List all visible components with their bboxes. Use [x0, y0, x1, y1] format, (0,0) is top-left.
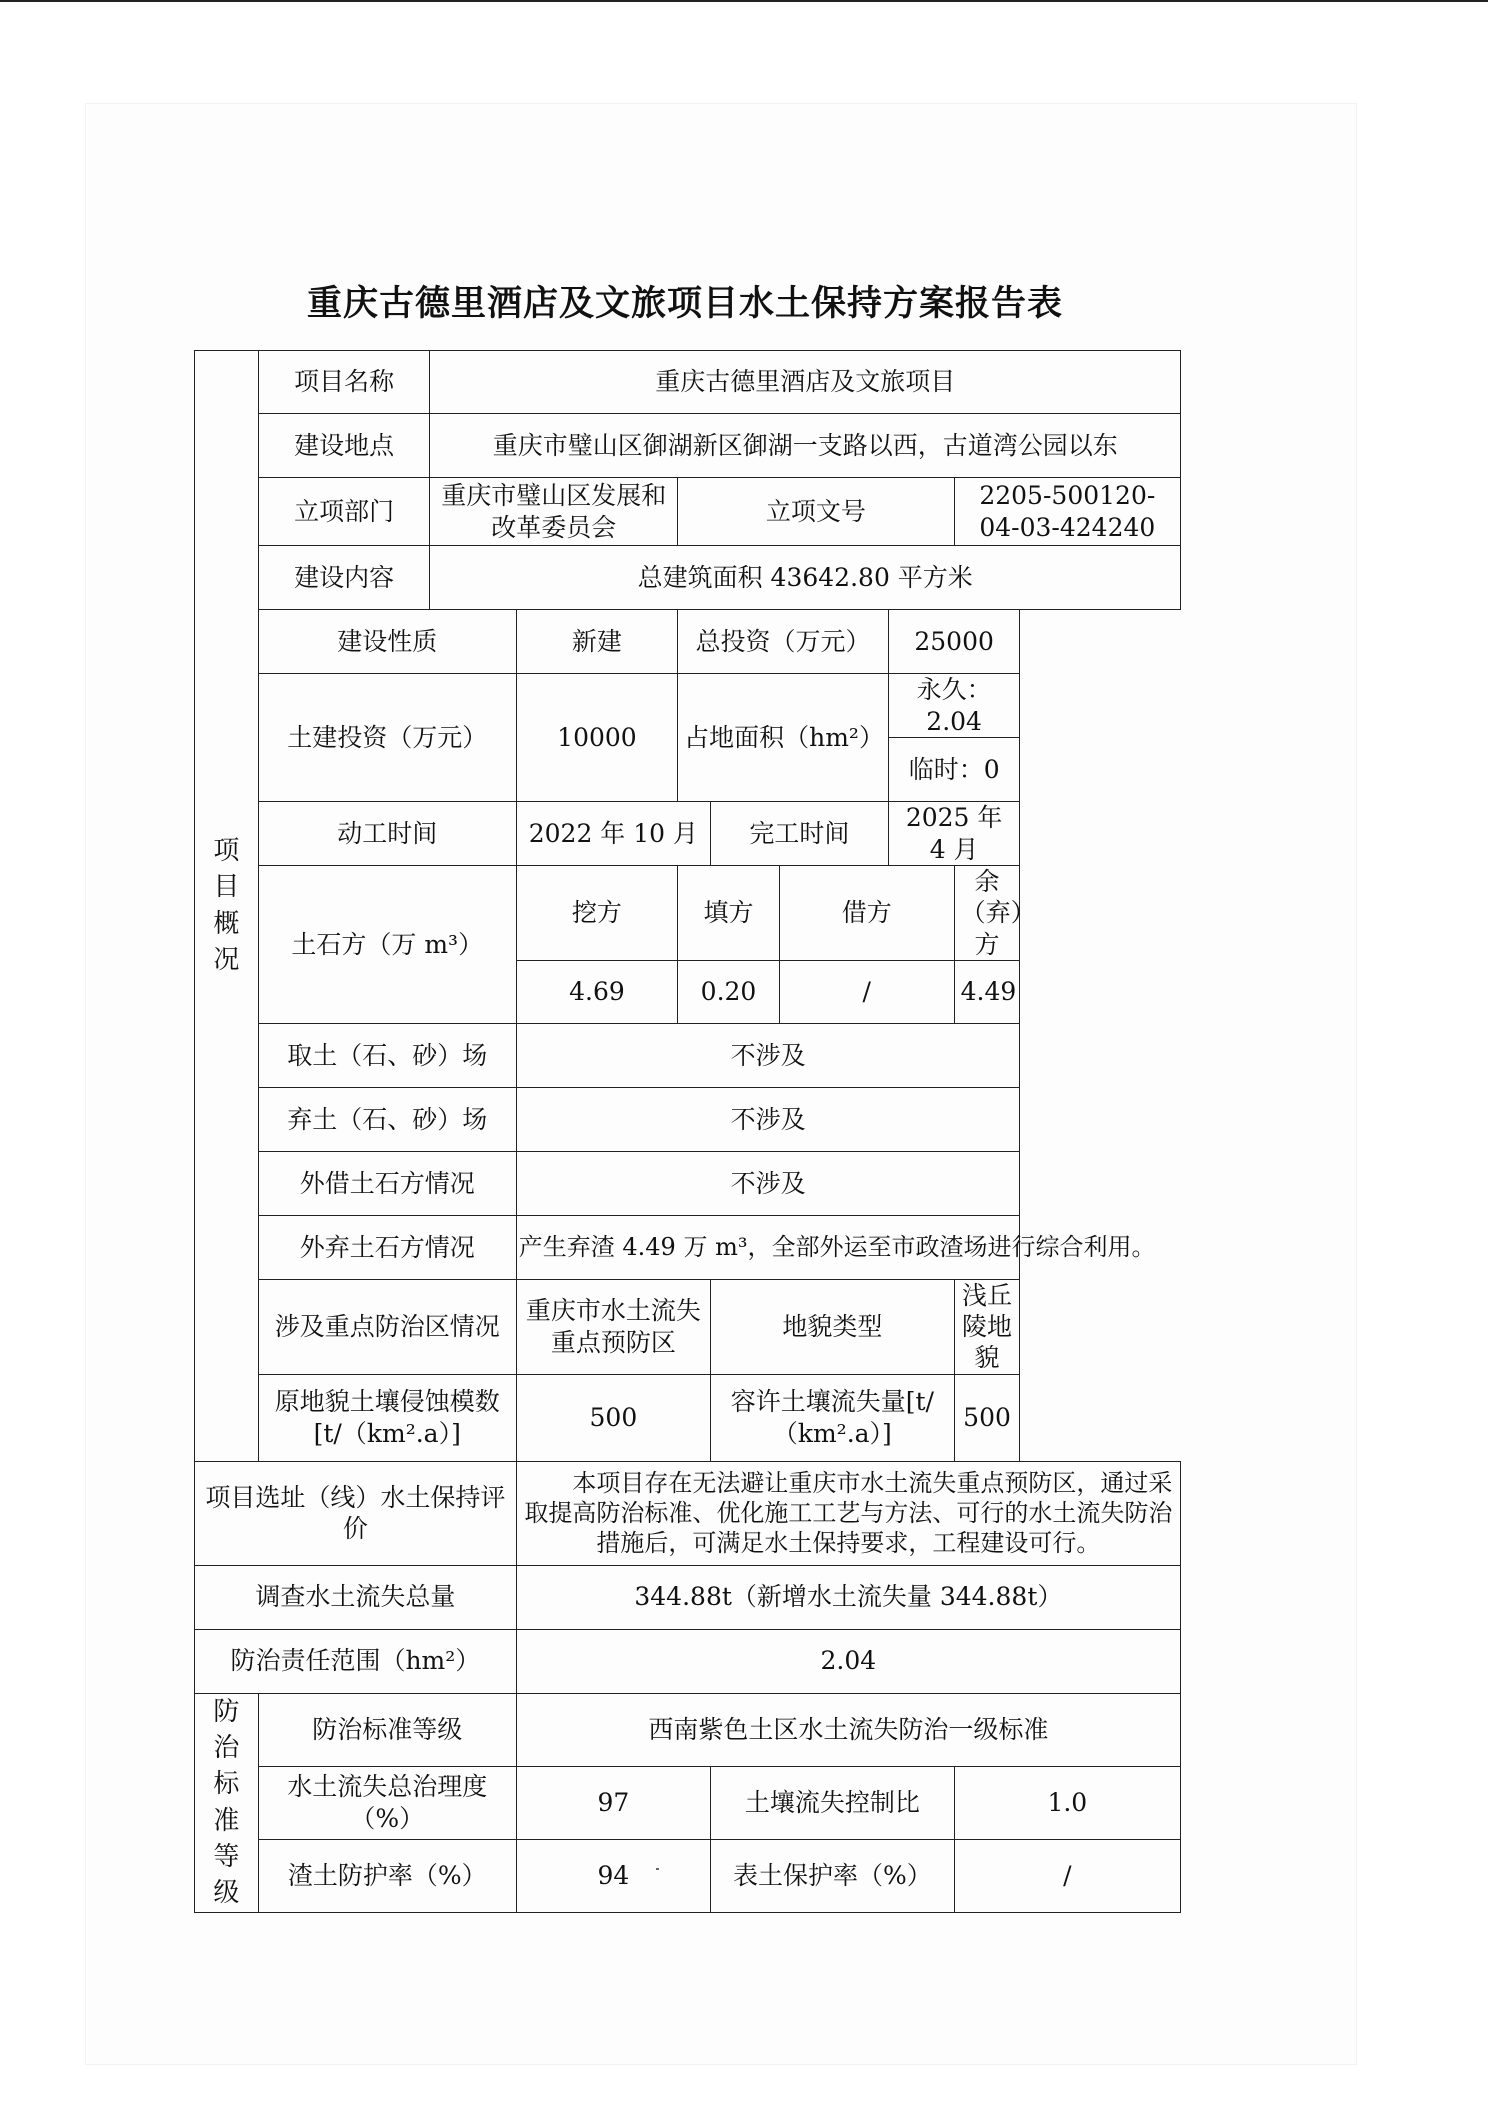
value-borrow-site: 不涉及: [516, 1023, 1020, 1087]
document-title: 重庆古德里酒店及文旅项目水土保持方案报告表: [306, 283, 1063, 324]
table-row: [195, 1151, 1181, 1215]
label-civil-invest: 土建投资（万元）: [258, 674, 516, 802]
value-civil-invest: 10000: [516, 674, 677, 802]
value-site-eval: 本项目存在无法避让重庆市水土流失重点预防区，通过采取提高防治标准、优化施工工艺与方法、可行的水土流失防治措施后，可满足水土保持要求，工程建设可行。: [516, 1461, 1180, 1565]
value-excavation: 4.69: [516, 960, 677, 1023]
value-scope: 2.04: [516, 1629, 1180, 1693]
label-start-time: 动工时间: [258, 802, 516, 866]
table-row: [195, 802, 1181, 866]
value-content: 总建筑面积 43642.80 平方米: [430, 546, 1181, 610]
table-row: [195, 674, 1181, 738]
value-fill: 0.20: [678, 960, 780, 1023]
value-governance: 97: [516, 1766, 710, 1839]
header-excavation: 挖方: [516, 866, 677, 961]
header-borrow: 借方: [779, 866, 954, 961]
value-ext-borrow: 不涉及: [516, 1151, 1020, 1215]
table-row: [195, 351, 1181, 414]
value-key-area: 重庆市水土流失重点预防区: [516, 1279, 710, 1374]
table-row: [195, 478, 1181, 546]
value-nature: 新建: [516, 610, 677, 674]
label-content: 建设内容: [258, 546, 430, 610]
value-allowable-loss: 500: [954, 1374, 1020, 1461]
value-permanent-area: 永久：2.04: [888, 674, 1020, 738]
table-row: [195, 1023, 1181, 1087]
header-surplus: 余（弃）方: [954, 866, 1020, 961]
value-spoil-site: 不涉及: [516, 1087, 1020, 1151]
table-row: [195, 1461, 1181, 1565]
side-label-overview: 项目概况: [195, 351, 259, 1462]
label-erosion: 原地貌土壤侵蚀模数[t/（km².a）]: [258, 1374, 516, 1461]
scan-speck: [656, 1868, 659, 1870]
header-fill: 填方: [678, 866, 780, 961]
table-row: [195, 1374, 1181, 1461]
table-row: [195, 546, 1181, 610]
side-label-standards: 防治标准等级: [195, 1693, 259, 1912]
value-total-invest: 25000: [888, 610, 1020, 674]
table-row: [195, 1087, 1181, 1151]
value-landform: 浅丘陵地貌: [954, 1279, 1020, 1374]
table-row: [195, 1279, 1181, 1374]
label-total-invest: 总投资（万元）: [678, 610, 889, 674]
label-std-level: 防治标准等级: [258, 1693, 516, 1766]
value-approval-dept: 重庆市璧山区发展和改革委员会: [430, 478, 678, 546]
label-loss-ratio: 土壤流失控制比: [711, 1766, 955, 1839]
table-row: [195, 1693, 1181, 1766]
value-spoil-protection: 94: [516, 1839, 710, 1912]
label-spoil-protection: 渣土防护率（%）: [258, 1839, 516, 1912]
value-erosion: 500: [516, 1374, 710, 1461]
scan-top-edge: [0, 0, 1488, 2]
label-scope: 防治责任范围（hm²）: [195, 1629, 517, 1693]
label-borrow-site: 取土（石、砂）场: [258, 1023, 516, 1087]
value-project-name: 重庆古德里酒店及文旅项目: [430, 351, 1181, 414]
label-nature: 建设性质: [258, 610, 516, 674]
report-table: [194, 350, 1181, 1913]
value-start-time: 2022 年 10 月: [516, 802, 710, 866]
label-project-name: 项目名称: [258, 351, 430, 414]
label-land-area: 占地面积（hm²）: [678, 674, 889, 802]
label-topsoil-protection: 表土保护率（%）: [711, 1839, 955, 1912]
label-approval-dept: 立项部门: [258, 478, 430, 546]
table-row: [195, 1629, 1181, 1693]
label-key-area: 涉及重点防治区情况: [258, 1279, 516, 1374]
table-row: [195, 414, 1181, 478]
label-site-eval: 项目选址（线）水土保持评价: [195, 1461, 517, 1565]
label-location: 建设地点: [258, 414, 430, 478]
label-spoil-site: 弃土（石、砂）场: [258, 1087, 516, 1151]
table-row: [195, 1766, 1181, 1839]
value-loss-ratio: 1.0: [954, 1766, 1180, 1839]
value-location: 重庆市璧山区御湖新区御湖一支路以西，古道湾公园以东: [430, 414, 1181, 478]
label-loss-total: 调查水土流失总量: [195, 1565, 517, 1629]
value-surplus: 4.49: [954, 960, 1020, 1023]
table-row: [195, 866, 1181, 961]
table-row: [195, 1565, 1181, 1629]
value-ext-spoil: 产生弃渣 4.49 万 m³，全部外运至市政渣场进行综合利用。: [516, 1215, 1020, 1279]
table-row: [195, 1215, 1181, 1279]
table-row: [195, 1839, 1181, 1912]
value-temporary-area: 临时：0: [888, 738, 1020, 802]
label-approval-doc: 立项文号: [678, 478, 955, 546]
value-std-level: 西南紫色土区水土流失防治一级标准: [516, 1693, 1180, 1766]
label-ext-spoil: 外弃土石方情况: [258, 1215, 516, 1279]
label-end-time: 完工时间: [711, 802, 889, 866]
value-loss-total: 344.88t（新增水土流失量 344.88t）: [516, 1565, 1180, 1629]
label-landform: 地貌类型: [711, 1279, 955, 1374]
table-row: [195, 610, 1181, 674]
label-governance: 水土流失总治理度（%）: [258, 1766, 516, 1839]
label-ext-borrow: 外借土石方情况: [258, 1151, 516, 1215]
value-approval-doc: 2205-500120-04-03-424240: [954, 478, 1180, 546]
value-borrow: /: [779, 960, 954, 1023]
value-topsoil-protection: /: [954, 1839, 1180, 1912]
label-allowable-loss: 容许土壤流失量[t/（km².a）]: [711, 1374, 955, 1461]
label-earthwork: 土石方（万 m³）: [258, 866, 516, 1024]
value-end-time: 2025 年 4 月: [888, 802, 1020, 866]
